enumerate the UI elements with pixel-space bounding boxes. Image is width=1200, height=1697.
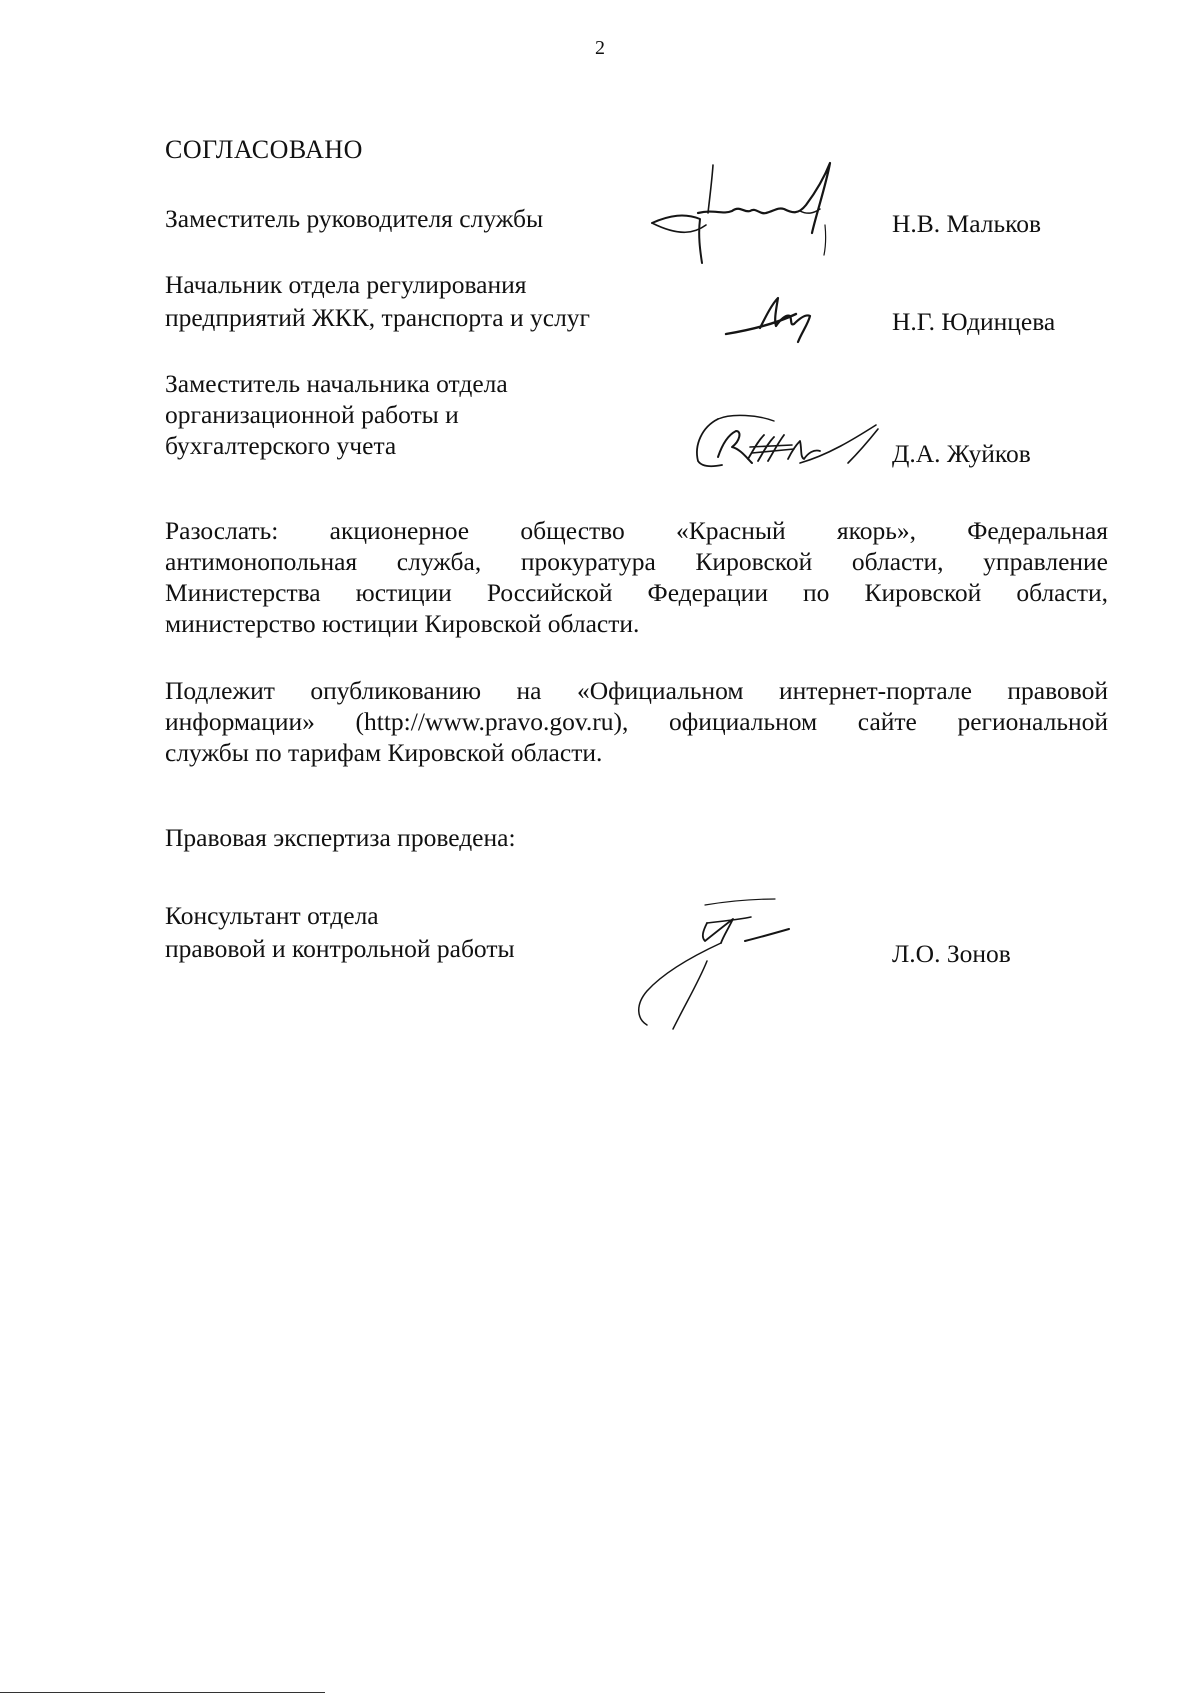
publication-paragraph: [165, 675, 1108, 768]
approver-2-name: Н.Г. Юдинцева: [892, 307, 1056, 336]
page-number: 2: [595, 37, 605, 59]
bottom-rule: [0, 1692, 325, 1693]
distribution-line: антимонопольная служба, прокуратура Кировской области, управление: [165, 547, 1108, 576]
signature-zhuykov: [688, 405, 898, 475]
legal-reviewer-position-line-1: Консультант отдела: [165, 901, 379, 930]
approver-1-position: Заместитель руководителя службы: [165, 204, 544, 233]
legal-review-statement: Правовая экспертиза проведена:: [165, 823, 516, 852]
approver-3-position-line-3: бухгалтерского учета: [165, 431, 397, 460]
approver-2-position-line-1: Начальник отдела регулирования: [165, 270, 527, 299]
distribution-line: министерство юстиции Кировской области.: [165, 609, 640, 638]
distribution-paragraph: [165, 515, 1108, 639]
signature-malkov: [640, 155, 880, 275]
approver-1-name: Н.В. Мальков: [892, 209, 1042, 238]
signature-yudintseva: [720, 290, 830, 350]
approval-heading: СОГЛАСОВАНО: [165, 135, 363, 164]
publication-line: службы по тарифам Кировской области.: [165, 738, 603, 767]
distribution-line: Министерства юстиции Российской Федерации по Кировской области,: [165, 578, 1108, 607]
approver-3-position-line-2: организационной работы и: [165, 400, 459, 429]
publication-line: информации» (http://www.pravo.gov.ru), официальном сайте региональной: [165, 707, 1108, 736]
publication-line: Подлежит опубликованию на «Официальном интернет-портале правовой: [165, 676, 1108, 705]
approver-3-name: Д.А. Жуйков: [892, 439, 1031, 468]
legal-reviewer-name: Л.О. Зонов: [892, 939, 1011, 968]
legal-reviewer-position-line-2: правовой и контрольной работы: [165, 934, 515, 963]
distribution-line: Разослать: акционерное общество «Красный якорь», Федеральная: [165, 516, 1108, 545]
signature-zonov: [625, 895, 805, 1035]
approver-3-position-line-1: Заместитель начальника отдела: [165, 369, 508, 398]
approver-2-position-line-2: предприятий ЖКК, транспорта и услуг: [165, 303, 591, 332]
